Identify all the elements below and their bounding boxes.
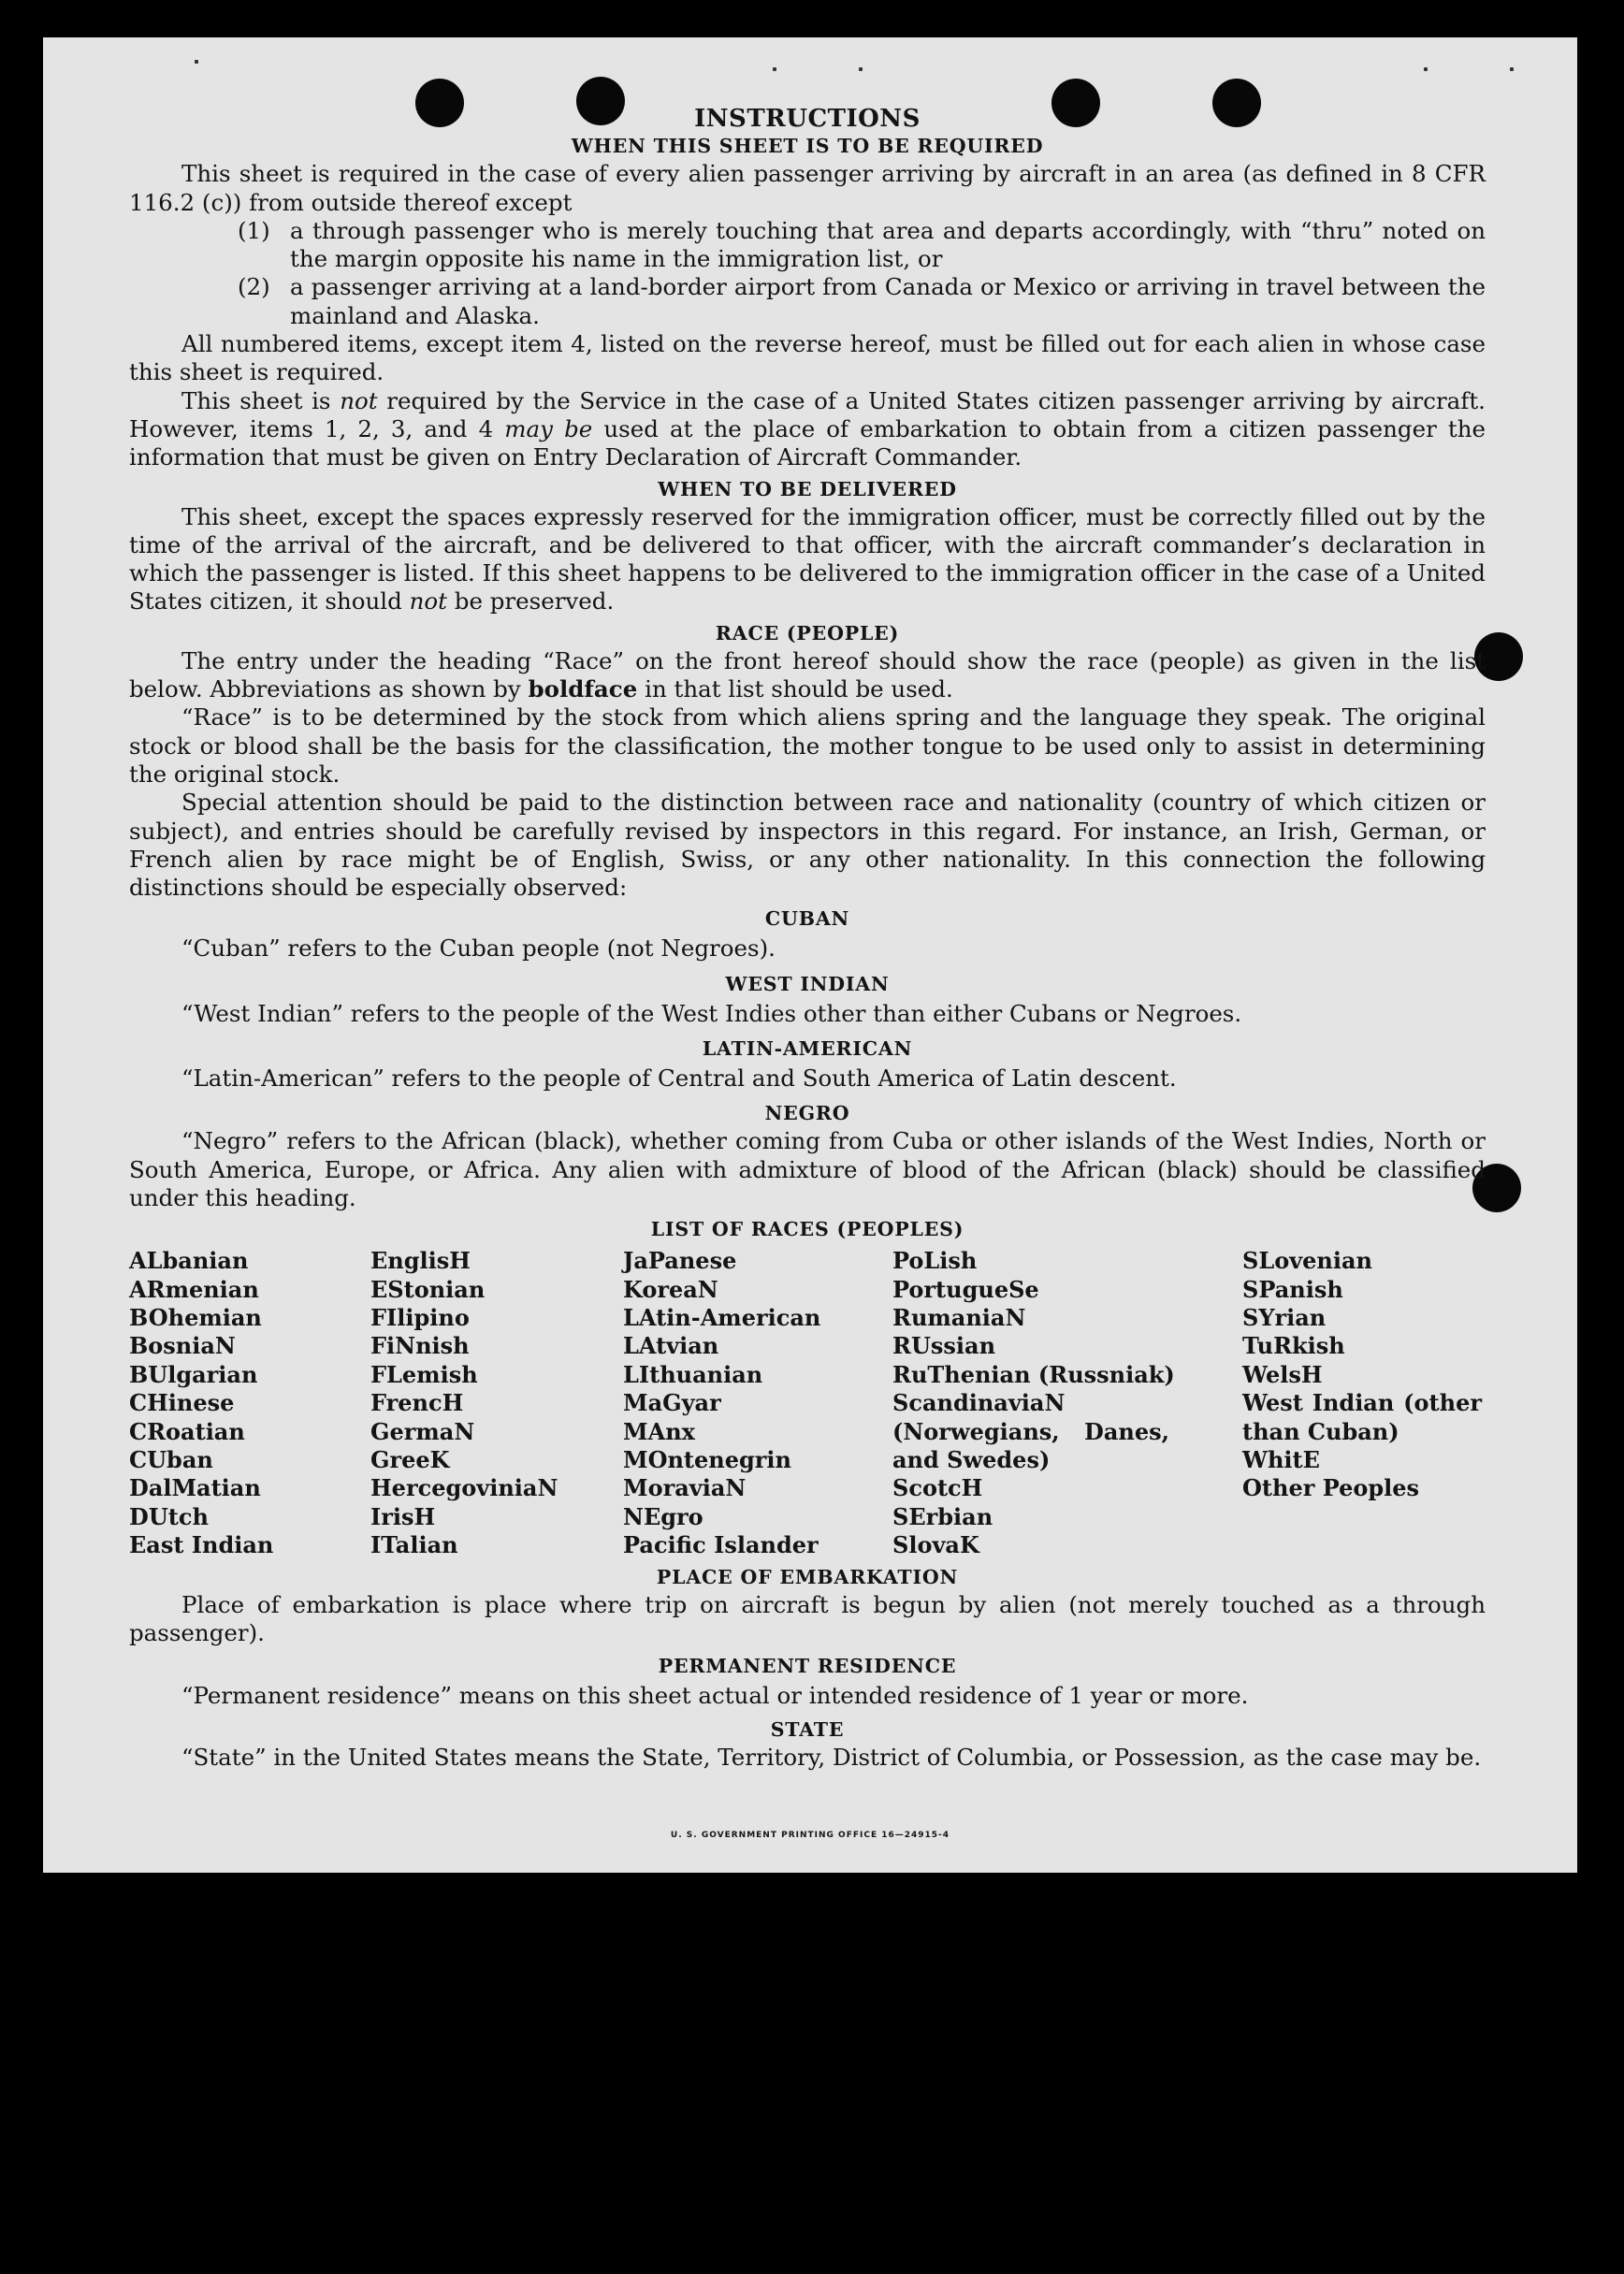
emphasis-not: not	[409, 587, 447, 616]
state-text: “State” in the United States means the State, Territory, District of Columbia, or Possession, as the case may be.	[181, 1743, 1482, 1771]
races-column	[370, 1247, 623, 1559]
race-entry: East Indian	[129, 1531, 274, 1559]
race-entry: LAtin-American	[623, 1304, 821, 1332]
races-column	[892, 1247, 1242, 1559]
exception-number: (2)	[238, 273, 270, 301]
race-entry: Pacific Islander	[623, 1531, 819, 1559]
race-entry: ALbanian	[129, 1247, 249, 1275]
race-entry: BosniaN	[129, 1332, 236, 1360]
instructions-content	[129, 105, 1486, 1772]
race-entry: ARmenian	[129, 1275, 259, 1303]
race-entry: NEgro	[623, 1502, 703, 1530]
exception-item	[238, 217, 1486, 274]
speck	[773, 67, 776, 71]
section-heading-cuban: CUBAN	[764, 907, 850, 931]
race-entry: LAtvian	[623, 1332, 719, 1360]
text-run: required by the Service in the case of a United States citizen passenger arriving by aircraft. However, items 1, 2, 3, and 4	[129, 386, 1486, 442]
race-entry: EnglisH	[370, 1247, 471, 1275]
section-heading-state: STATE	[770, 1717, 845, 1741]
race-entry: RumaniaN	[892, 1304, 1026, 1332]
race-entry: GreeK	[370, 1446, 450, 1474]
section-heading-permanent-residence: PERMANENT RESIDENCE	[658, 1655, 957, 1678]
speck	[1510, 67, 1514, 71]
exception-text: a through passenger who is merely touching that area and departs accordingly, with “thru” noted on the margin opposite his name in the immigration list, or	[290, 216, 1486, 273]
race-entry: LIthuanian	[623, 1360, 763, 1388]
section-heading-west-indian: WEST INDIAN	[725, 972, 890, 995]
race-entry: IrisH	[370, 1502, 436, 1530]
when-required-intro: This sheet is required in the case of every alien passenger arriving by aircraft in an area (as defined in 8 CFR 116.2 (c)) from outside thereof except	[129, 160, 1486, 216]
race-entry: ScotcH	[892, 1474, 983, 1502]
race-entry: TuRkish	[1242, 1332, 1345, 1360]
when-delivered-text	[129, 503, 1486, 616]
race-entry: MOntenegrin	[623, 1446, 791, 1474]
race-entry: RUssian	[892, 1332, 996, 1360]
race-entry: PoLish	[892, 1247, 978, 1275]
text-run: used at the place of embarkation to obtain from a citizen passenger the information that must be given on Entry Declaration of Aircraft Commander.	[129, 414, 1486, 471]
race-entry: PortugueSe	[892, 1275, 1039, 1303]
page-title: INSTRUCTIONS	[694, 105, 921, 133]
exception-list	[238, 217, 1486, 330]
race-entry: KoreaN	[623, 1275, 718, 1303]
section-heading-when-delivered: WHEN TO BE DELIVERED	[658, 477, 957, 500]
race-paragraph-2: “Race” is to be determined by the stock from which aliens spring and the language they speak. The original stock or blood shall be the basis for the classification, the mother tongue to be used only to assist in determining the original stock.	[129, 703, 1486, 788]
races-column	[1242, 1247, 1486, 1559]
speck	[1424, 67, 1428, 71]
permanent-residence-text: “Permanent residence” means on this sheet actual or intended residence of 1 year or more.	[181, 1682, 1249, 1710]
race-entry: MAnx	[623, 1417, 695, 1445]
race-entry: DalMatian	[129, 1474, 261, 1502]
printer-imprint: U. S. GOVERNMENT PRINTING OFFICE 16—24915-4	[670, 1831, 950, 1840]
races-list	[129, 1247, 1486, 1559]
race-entry: MaGyar	[623, 1389, 721, 1417]
section-heading-list-of-races: LIST OF RACES (PEOPLES)	[650, 1218, 964, 1241]
race-entry: FiNnish	[370, 1332, 470, 1360]
race-entry: CRoatian	[129, 1417, 245, 1445]
text-run: This sheet, except the spaces expressly reserved for the immigration officer, must be correctly filled out by the time of the arrival of the aircraft, and be delivered to that officer, with the aircraft commander’s declaration in which the passenger is listed. If this sheet happens to be delivered to the immigration officer in the case of a United States citizen, it should	[129, 502, 1486, 616]
race-paragraph-1	[129, 647, 1486, 704]
section-heading-when-required: WHEN THIS SHEET IS TO BE REQUIRED	[571, 135, 1044, 158]
race-entry: WhitE	[1242, 1446, 1320, 1474]
race-entry: EStonian	[370, 1275, 486, 1303]
race-entry: WelsH	[1242, 1360, 1323, 1388]
section-heading-negro: NEGRO	[764, 1102, 850, 1125]
race-entry: HercegoviniaN	[370, 1474, 558, 1502]
race-entry: CUban	[129, 1446, 213, 1474]
numbered-items-paragraph: All numbered items, except item 4, listed on the reverse hereof, must be filled out for each alien in whose case this sheet is required.	[129, 330, 1486, 386]
text-run: be preserved.	[454, 587, 615, 616]
race-entry: SErbian	[892, 1502, 993, 1530]
race-entry: GermaN	[370, 1417, 475, 1445]
race-entry: FIlipino	[370, 1304, 470, 1332]
race-entry: DUtch	[129, 1502, 209, 1530]
race-entry: SPanish	[1242, 1275, 1343, 1303]
section-heading-race: RACE (PEOPLE)	[715, 621, 900, 645]
race-entry: ScandinaviaN (Norwegians, Danes, and Swedes)	[892, 1389, 1169, 1474]
exception-item	[238, 273, 1486, 330]
section-heading-latin-american: LATIN-AMERICAN	[702, 1037, 913, 1061]
section-heading-place-of-embarkation: PLACE OF EMBARKATION	[656, 1565, 959, 1588]
race-entry: SYrian	[1242, 1304, 1327, 1332]
emphasis-boldface: boldface	[528, 675, 638, 703]
race-entry: SLovenian	[1242, 1247, 1372, 1275]
race-entry: RuThenian (Russniak)	[892, 1360, 1175, 1388]
exception-number: (1)	[238, 216, 270, 244]
race-entry: BUlgarian	[129, 1360, 258, 1388]
race-entry: West Indian (other than Cuban)	[1242, 1389, 1482, 1445]
speck	[195, 60, 198, 64]
race-paragraph-3: Special attention should be paid to the distinction between race and nationality (country of which citizen or subject), and entries should be carefully revised by inspectors in this regard. For instance, an Irish, German, or French alien by race might be of English, Swiss, or any other nationality. In this connection the following distinctions should be especially observed:	[129, 789, 1486, 902]
west-indian-text: “West Indian” refers to the people of the West Indies other than either Cubans or Negroes.	[181, 999, 1242, 1027]
races-column	[129, 1247, 370, 1559]
race-entry: FLemish	[370, 1360, 478, 1388]
citizen-paragraph	[129, 387, 1486, 472]
races-column	[623, 1247, 892, 1559]
race-entry: ITalian	[370, 1531, 458, 1559]
speck	[859, 67, 863, 71]
cuban-text: “Cuban” refers to the Cuban people (not Negroes).	[181, 934, 776, 963]
exception-text: a passenger arriving at a land-border airport from Canada or Mexico or arriving in travel between the mainland and Alaska.	[290, 273, 1486, 329]
race-entry: BOhemian	[129, 1304, 262, 1332]
document-page	[43, 37, 1577, 1873]
race-entry: Other Peoples	[1242, 1474, 1420, 1502]
place-of-embarkation-text: Place of embarkation is place where trip on aircraft is begun by alien (not merely touched as a through passenger).	[129, 1590, 1486, 1646]
race-entry: SlovaK	[892, 1531, 979, 1559]
text-run: The entry under the heading “Race” on the front hereof should show the race (people) as given in the list below. Abbreviations as shown by	[129, 646, 1486, 703]
race-entry: CHinese	[129, 1389, 235, 1417]
negro-text: “Negro” refers to the African (black), whether coming from Cuba or other islands of the West Indies, North or South America, Europe, or Africa. Any alien with admixture of blood of the African (black) should be classified under this heading.	[129, 1127, 1486, 1211]
race-entry: FrencH	[370, 1389, 464, 1417]
text-run: This sheet is	[181, 386, 331, 414]
text-run: in that list should be used.	[645, 675, 953, 703]
emphasis-not: not	[340, 386, 378, 414]
latin-american-text: “Latin-American” refers to the people of Central and South America of Latin descent.	[181, 1065, 1177, 1093]
emphasis-may-be: may be	[504, 414, 593, 442]
race-entry: MoraviaN	[623, 1474, 747, 1502]
race-entry: JaPanese	[623, 1247, 737, 1275]
